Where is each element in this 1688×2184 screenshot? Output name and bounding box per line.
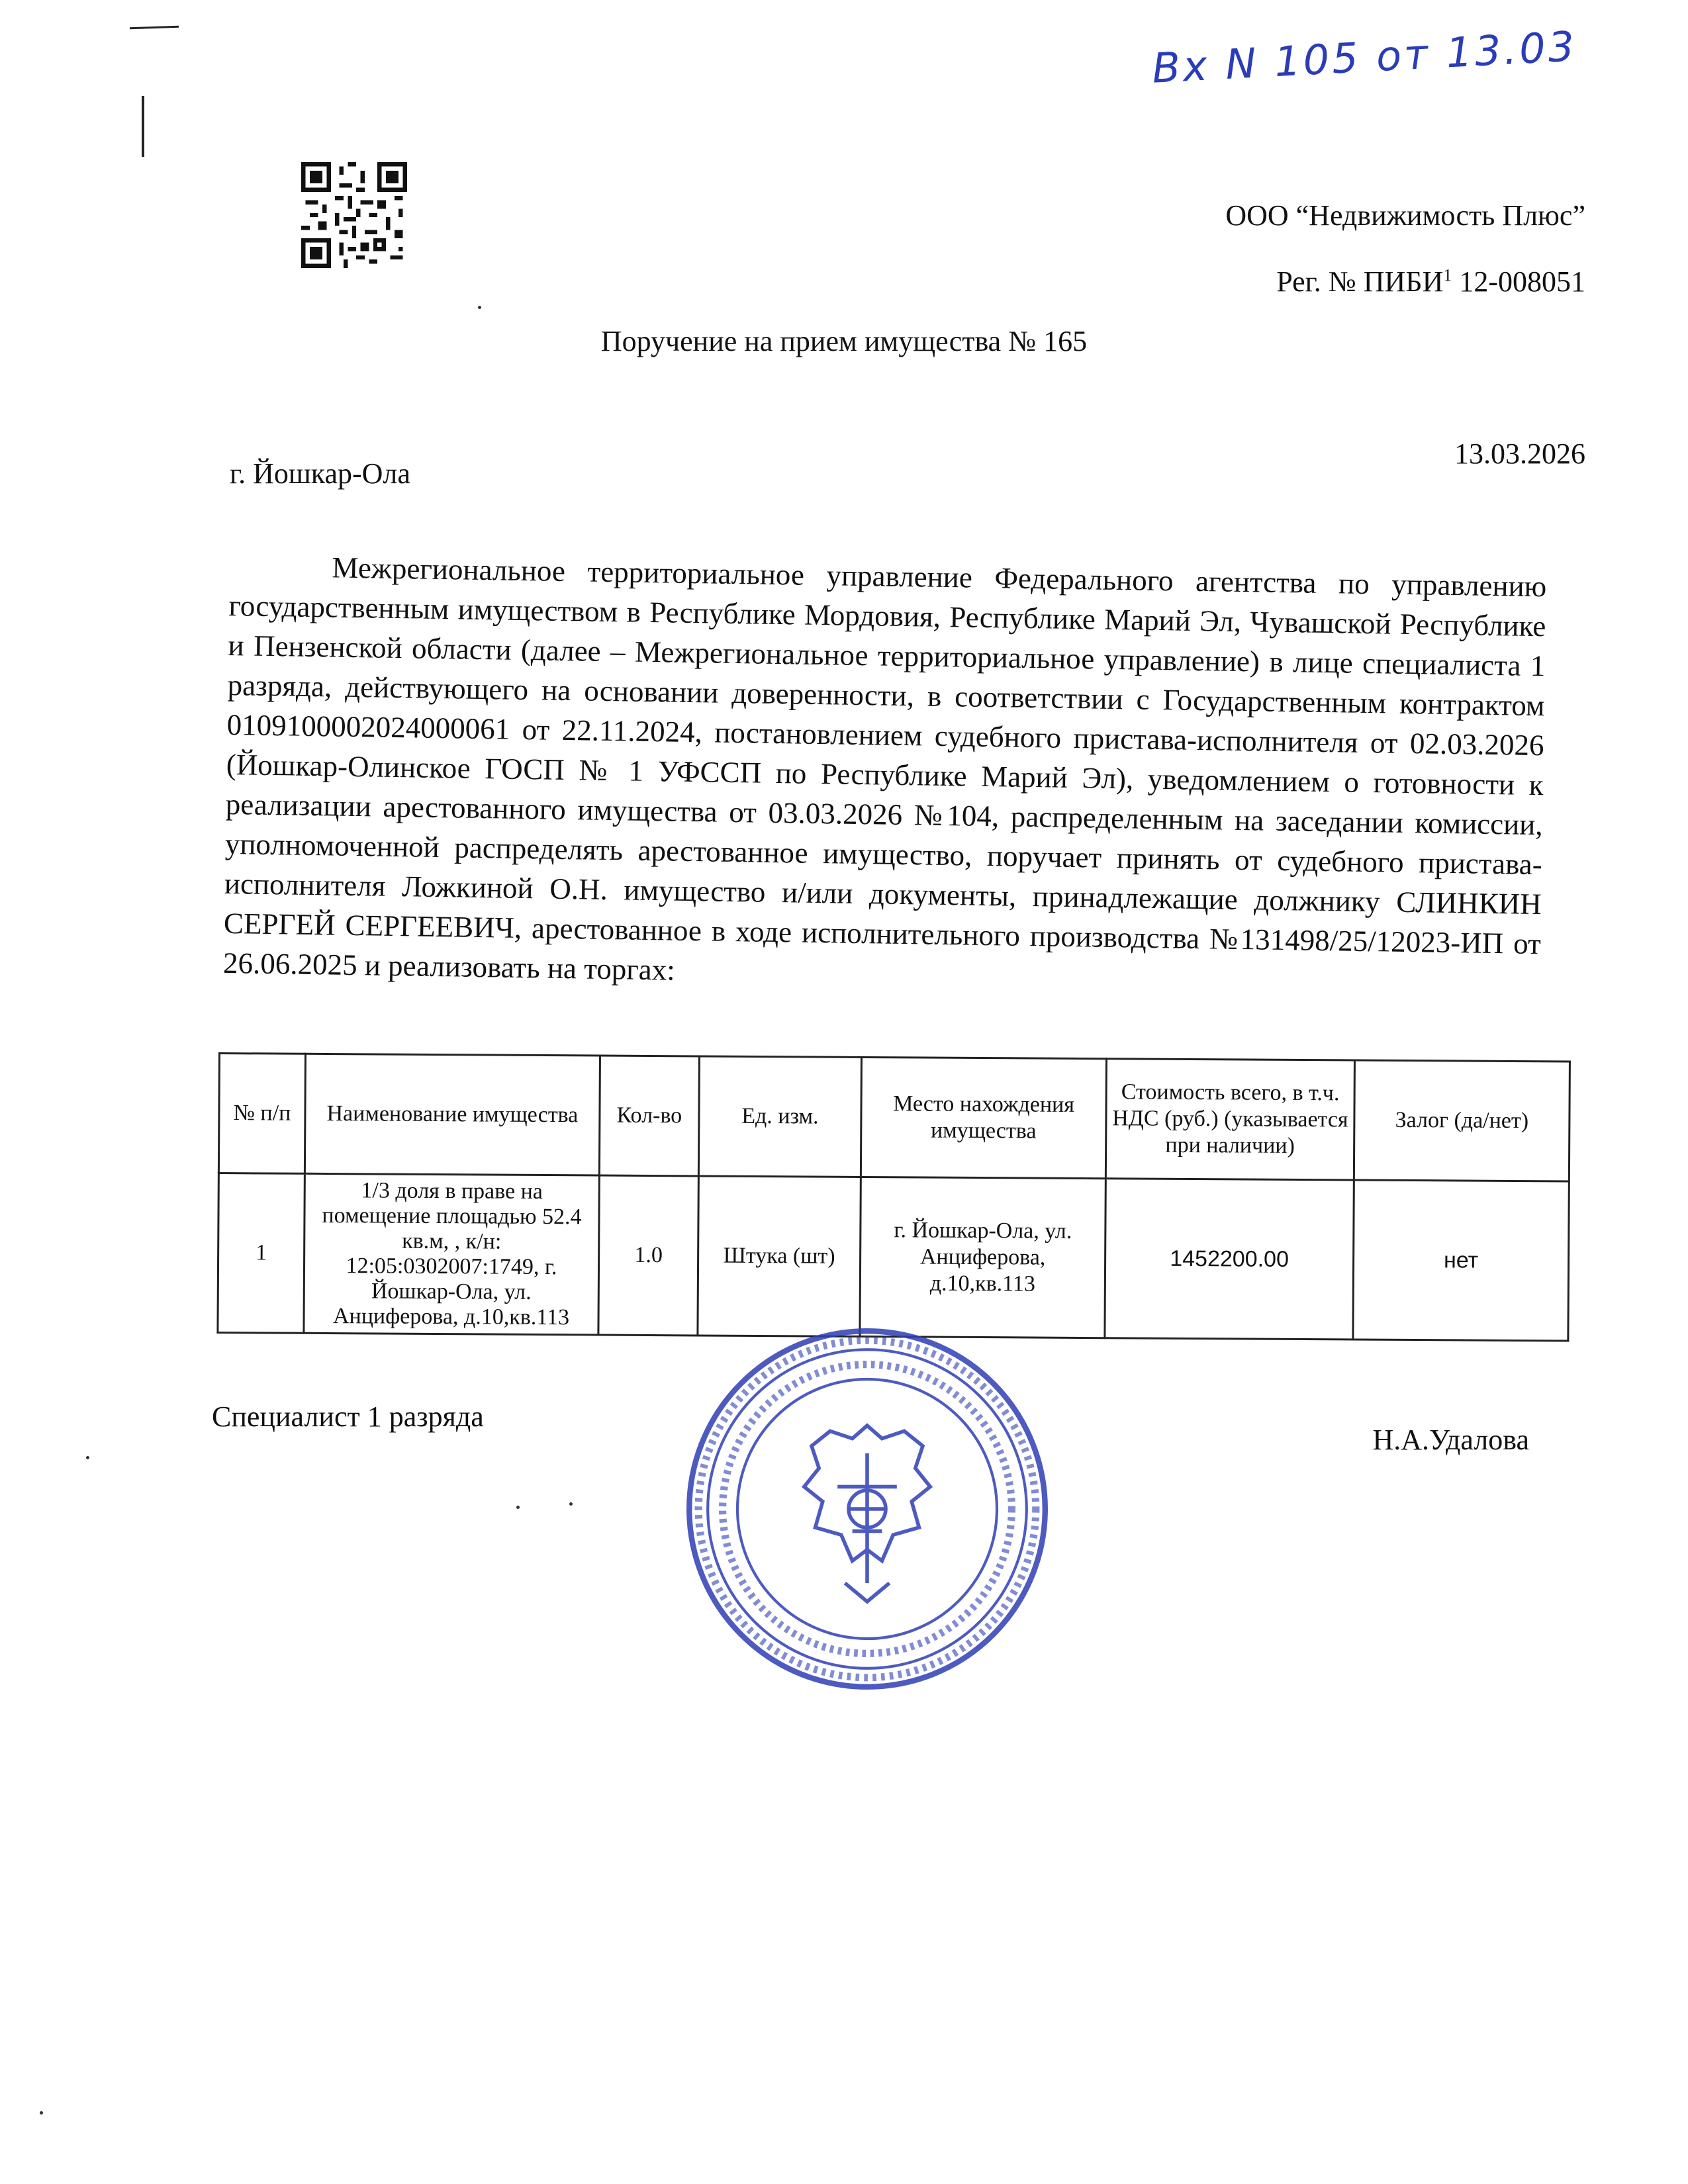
scan-line-mark bbox=[130, 26, 179, 30]
scan-speck bbox=[569, 1502, 573, 1506]
document-title: Поручение на прием имущества № 165 bbox=[600, 325, 1088, 357]
table-header-row bbox=[218, 1054, 1570, 1181]
scan-bar-mark bbox=[142, 96, 144, 157]
cell-pledge: нет bbox=[1353, 1180, 1569, 1341]
column-header: Залог (да/нет) bbox=[1354, 1060, 1570, 1181]
cell-unit: Штука (шт) bbox=[698, 1176, 861, 1336]
scan-speck bbox=[86, 1456, 89, 1459]
signer-name: Н.А.Удалова bbox=[1372, 1424, 1529, 1456]
official-stamp-seal bbox=[682, 1324, 1053, 1694]
cell-index: 1 bbox=[218, 1173, 305, 1334]
column-header: Место нахождения имущества bbox=[861, 1057, 1106, 1178]
property-table bbox=[216, 1052, 1571, 1342]
city: г. Йошкар-Ола bbox=[230, 457, 410, 490]
cell-location: г. Йошкар-Ола, ул. Анциферова, д.10,кв.113 bbox=[860, 1177, 1105, 1338]
cell-cost: 1452200.00 bbox=[1105, 1179, 1354, 1340]
qr-code-icon bbox=[301, 162, 407, 268]
scan-speck bbox=[516, 1506, 520, 1509]
scan-speck bbox=[40, 2111, 43, 2115]
table-row bbox=[218, 1173, 1569, 1341]
column-header: № п/п bbox=[218, 1054, 305, 1174]
document-date: 13.03.2026 bbox=[1454, 437, 1585, 470]
column-header: Стоимость всего, в т.ч. НДС (руб.) (указывается при наличии) bbox=[1105, 1059, 1354, 1180]
reg-number: 12-008051 bbox=[1452, 265, 1585, 298]
recipient-organization: ООО “Недвижимость Плюс” bbox=[1225, 199, 1585, 232]
registration-number bbox=[1276, 265, 1585, 298]
cell-quantity: 1.0 bbox=[598, 1175, 698, 1336]
column-header: Наименование имущества bbox=[305, 1054, 600, 1175]
order-body-text: Межрегиональное территориальное управление Федерального агентства по управлению государственным имуществом в Республике Мордовия, Республике Марий Эл, Чувашской Республике и Пензенской области (далее – Межрегиональное территориальное управление) в лице специалиста 1 разряда, действующего на основании доверенности, в соответствии с Государственным контрактом 0109100002024000061 от 22.11.2024, постановлением судебного пристава-исполнителя от 02.03.2026 (Йошкар-Олинское ГОСП № 1 УФССП по Республике Марий Эл), уведомлением о готовности к реализации арестованного имущества от 03.03.2026 №104, распределенным на заседании комиссии, уполномоченной распределять арестованное имущество, поручает принять от судебного пристава-исполнителя Ложкиной О.Н. имущество и/или документы, принадлежащие должнику СЛИНКИН СЕРГЕЙ СЕРГЕЕВИЧ, арестованное в ходе исполнительного производства №131498/25/12023-ИП от 26.06.2025 и реализовать на торгах: bbox=[222, 551, 1547, 987]
column-header: Ед. изм. bbox=[698, 1056, 861, 1177]
cell-property-name: 1/3 доля в праве на помещение площадью 52.4 кв.м, , к/н: 12:05:0302007:1749, г. Йошкар-Ола, ул. Анциферова, д.10,кв.113 bbox=[304, 1173, 599, 1335]
column-header: Кол-во bbox=[599, 1056, 699, 1176]
reg-footnote-mark: 1 bbox=[1443, 265, 1452, 285]
scan-speck bbox=[478, 306, 481, 309]
reg-prefix: Рег. № ПИБИ bbox=[1276, 265, 1444, 298]
handwritten-incoming-note: Вх N 105 от 13.03 bbox=[1150, 22, 1578, 93]
signer-position: Специалист 1 разряда bbox=[212, 1400, 484, 1433]
